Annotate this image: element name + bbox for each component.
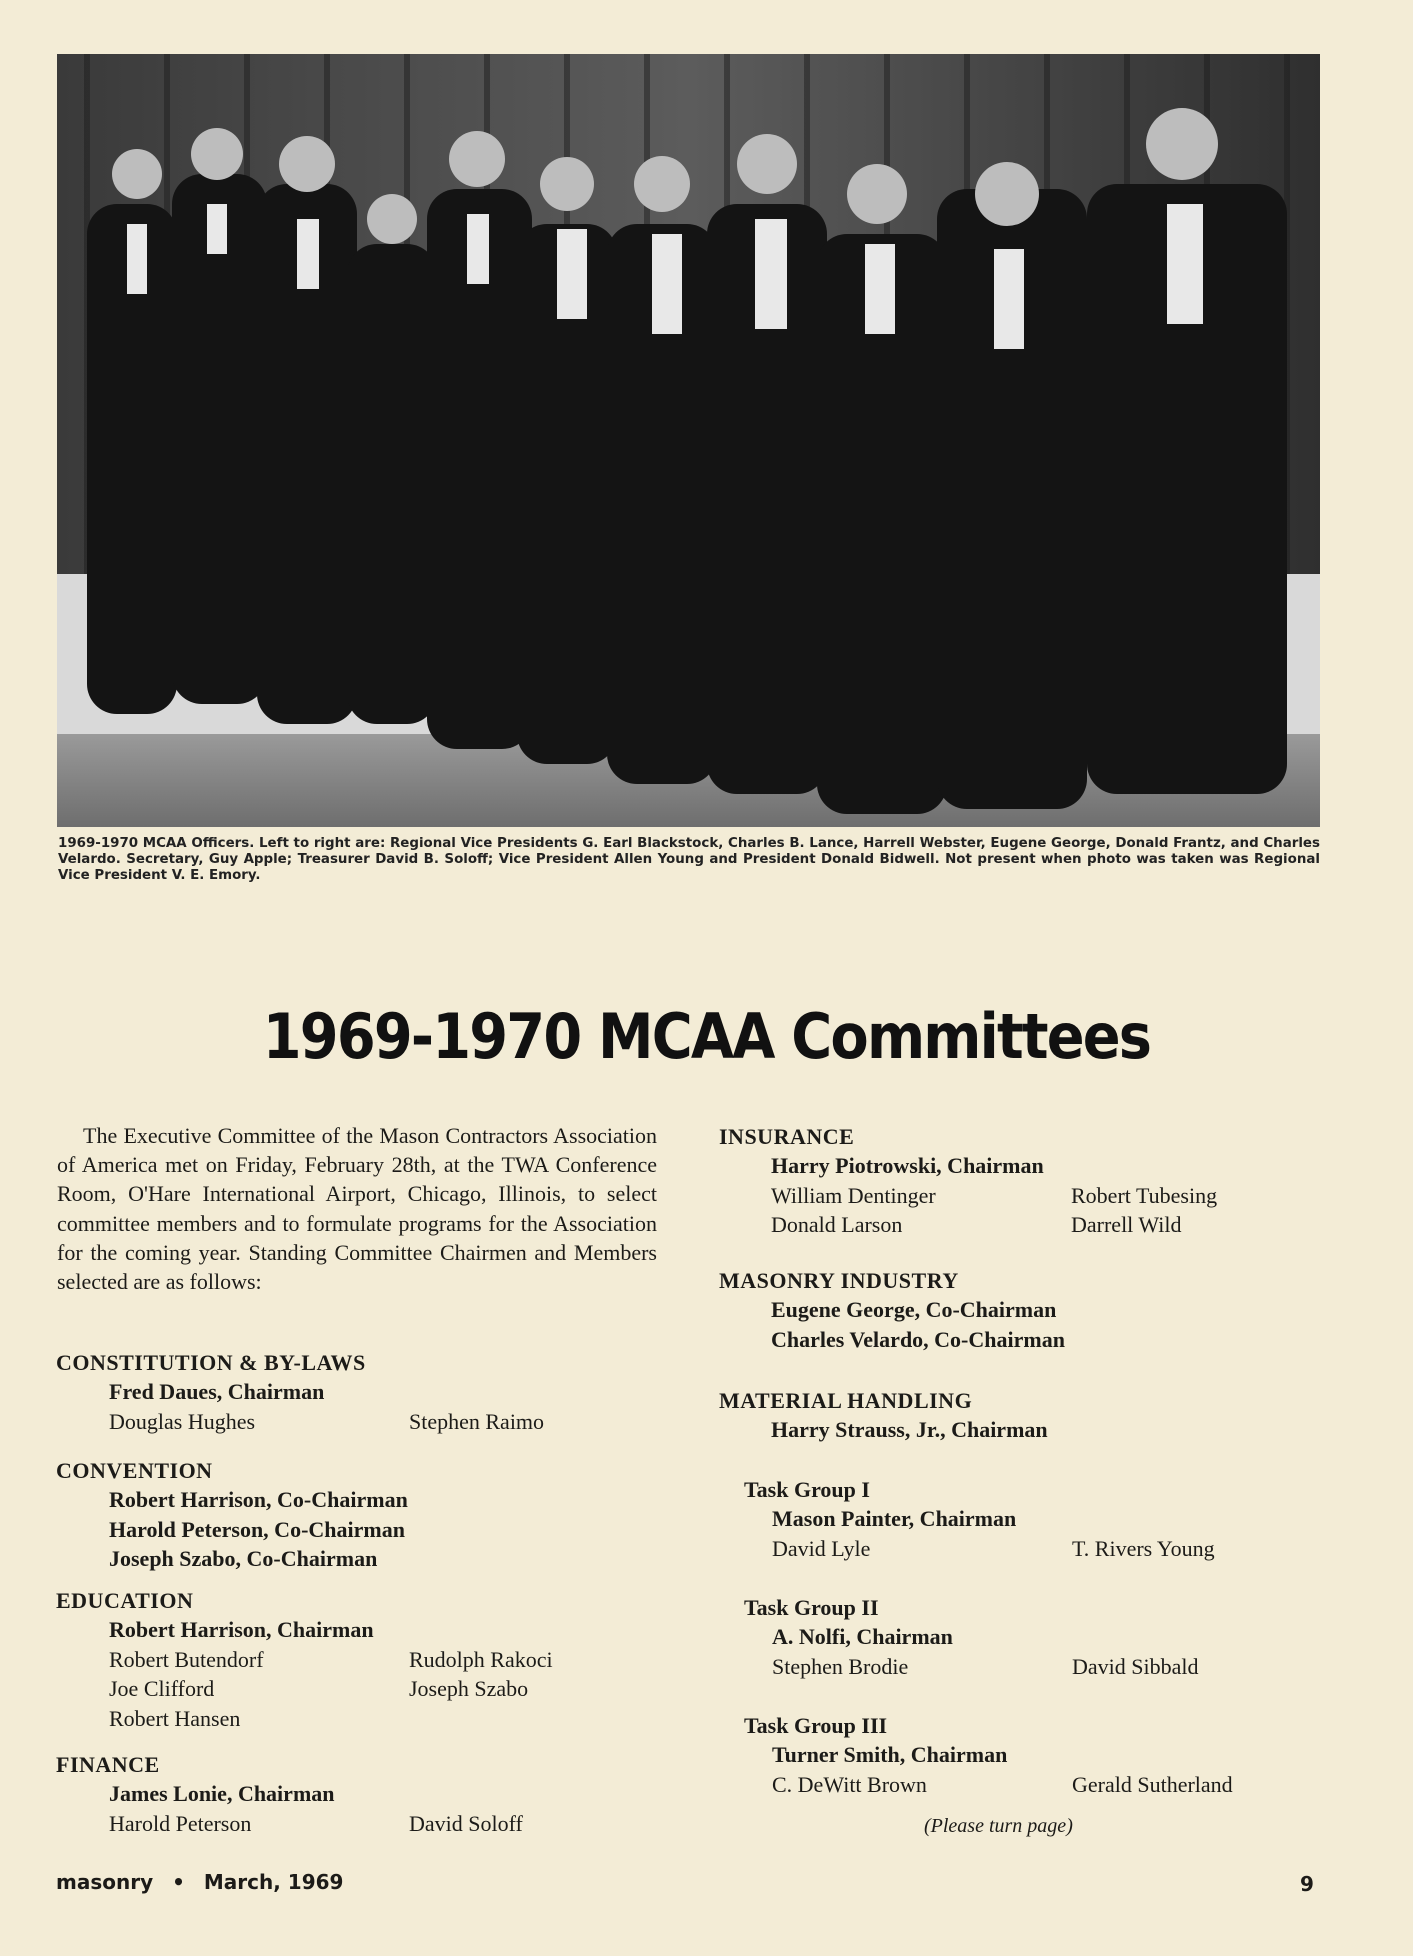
task-group-chair: A. Nolfi, Chairman	[772, 1624, 953, 1649]
bullet-separator: •	[172, 1870, 185, 1894]
member: C. DeWitt Brown	[772, 1771, 927, 1797]
task-group-chair: Mason Painter, Chairman	[772, 1506, 1017, 1531]
committee-finance	[56, 1750, 629, 1838]
committee-chair: Charles Velardo, Co-Chairman	[771, 1326, 1065, 1352]
committee-chair: Fred Daues, Chairman	[109, 1379, 325, 1404]
page-number: 9	[1300, 1872, 1314, 1896]
task-group-1	[719, 1475, 1292, 1563]
member: Joseph Szabo	[409, 1676, 529, 1701]
continued-note: (Please turn page)	[924, 1815, 1073, 1837]
issue-date: March, 1969	[203, 1870, 344, 1894]
task-group-members	[772, 1770, 1292, 1800]
committee-title: FINANCE	[56, 1752, 160, 1777]
member: David Soloff	[409, 1810, 523, 1836]
committee-members	[109, 1645, 629, 1734]
member: Douglas Hughes	[109, 1408, 256, 1434]
task-group-2	[719, 1593, 1292, 1681]
committee-members	[771, 1181, 1291, 1240]
photo-caption: 1969-1970 MCAA Officers. Left to right are: Regional Vice Presidents G. Earl Blackstock, Charles B. Lance, Harrell Webster, Eugene George, Donald Frantz, and Charles Velardo. Secretary, Guy Apple; Treasurer David B. Soloff; Vice President Allen Young and President Donald Bidwell. Not present when photo was taken was Regional Vice President V. E. Emory.	[58, 836, 1320, 883]
member: Robert Butendorf	[109, 1646, 264, 1672]
task-group-3	[719, 1711, 1292, 1799]
committee-title: MASONRY INDUSTRY	[719, 1268, 959, 1293]
member: William Dentinger	[771, 1182, 936, 1208]
member: Gerald Sutherland	[1072, 1771, 1233, 1797]
member: Stephen Brodie	[772, 1653, 909, 1679]
committee-title: INSURANCE	[719, 1124, 855, 1149]
officers-photo	[57, 54, 1320, 827]
member: Robert Hansen	[109, 1705, 241, 1731]
committee-chair: Harold Peterson, Co-Chairman	[109, 1516, 405, 1542]
member: Robert Tubesing	[1071, 1182, 1218, 1208]
member: Rudolph Rakoci	[409, 1646, 553, 1672]
member: David Lyle	[772, 1535, 871, 1561]
committee-chair: Robert Harrison, Chairman	[109, 1617, 374, 1642]
task-group-chair: Turner Smith, Chairman	[772, 1742, 1008, 1767]
group-photo-image	[57, 54, 1320, 827]
intro-paragraph: The Executive Committee of the Mason Contractors Association of America met on Friday, February 28th, at the TWA Conference Room, O'Hare International Airport, Chicago, Illinois, to select committee members and to formulate programs for the Association for the coming year. Standing Committee Chairmen and Members selected are as follows:	[57, 1123, 657, 1295]
committee-constitution	[56, 1348, 629, 1436]
footer-publication	[56, 1870, 343, 1894]
member: David Sibbald	[1072, 1653, 1199, 1679]
committee-chair: Eugene George, Co-Chairman	[771, 1297, 1057, 1322]
committee-insurance	[719, 1122, 1291, 1240]
task-group-members	[772, 1534, 1292, 1564]
task-group-title: Task Group II	[744, 1595, 879, 1620]
committee-title: CONSTITUTION & BY-LAWS	[56, 1350, 366, 1375]
committee-chair: Robert Harrison, Co-Chairman	[109, 1487, 408, 1512]
task-group-members	[772, 1652, 1292, 1682]
member: Stephen Raimo	[409, 1408, 545, 1434]
committee-chair: James Lonie, Chairman	[109, 1781, 335, 1806]
committee-title: CONVENTION	[56, 1458, 213, 1483]
member: Harold Peterson	[109, 1810, 252, 1836]
committee-members	[109, 1407, 629, 1437]
committee-chair: Harry Strauss, Jr., Chairman	[771, 1417, 1048, 1442]
member: Joe Clifford	[109, 1676, 215, 1701]
task-group-title: Task Group I	[744, 1477, 870, 1502]
member: Donald Larson	[771, 1212, 903, 1237]
committee-title: EDUCATION	[56, 1588, 194, 1613]
committee-masonry-industry	[719, 1266, 1065, 1354]
committee-members	[109, 1809, 629, 1839]
committee-chair: Harry Piotrowski, Chairman	[771, 1153, 1044, 1178]
member: Darrell Wild	[1071, 1212, 1182, 1237]
page-title: 1969-1970 MCAA Committees	[262, 1000, 1151, 1073]
publication-name: masonry	[56, 1870, 154, 1894]
committee-chair: Joseph Szabo, Co-Chairman	[109, 1546, 378, 1571]
committee-convention	[56, 1456, 408, 1574]
committee-education	[56, 1586, 629, 1733]
member: T. Rivers Young	[1072, 1535, 1215, 1561]
committee-title: MATERIAL HANDLING	[719, 1388, 973, 1413]
task-group-title: Task Group III	[744, 1713, 888, 1738]
committee-material-handling	[719, 1386, 1048, 1445]
